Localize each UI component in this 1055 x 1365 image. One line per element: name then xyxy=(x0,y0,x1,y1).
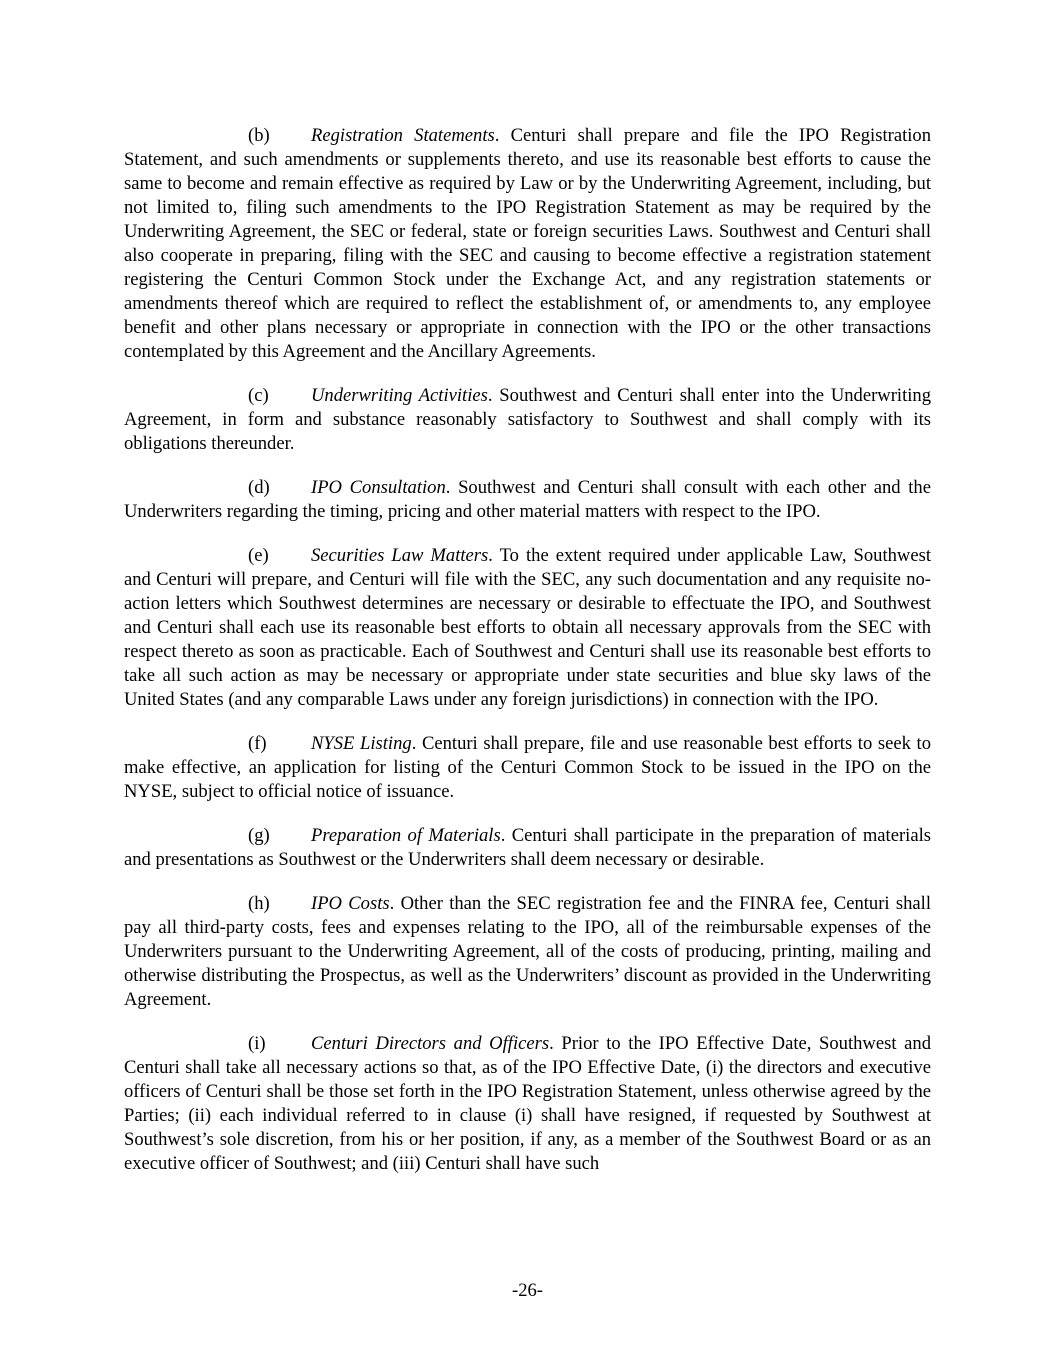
section-heading: NYSE Listing xyxy=(311,733,412,754)
section-heading: Registration Statements xyxy=(311,125,495,146)
section-text: . To the extent required under applicable Law, Southwest and Centuri will prepare, and Centuri will file with the SEC, any such documentation and any requisite no-action letters which Southwest determines are necessary or desirable to effectuate the IPO, and Southwest and Centuri shall each use its reasonable best efforts to obtain all necessary approvals from the SEC with respect thereto as soon as practicable. Each of Southwest and Centuri shall use its reasonable best efforts to take all such action as may be necessary or appropriate under state securities and blue sky laws of the United States (and any comparable Laws under any foreign jurisdictions) in connection with the IPO. xyxy=(124,545,931,710)
section-label: (i) xyxy=(248,1033,266,1054)
section-text: . Centuri shall prepare and file the IPO Registration Statement, and such amendments or supplements thereto, and use its reasonable best efforts to cause the same to become and remain effective as required by Law or by the Underwriting Agreement, including, but not limited to, filing such amendments to the IPO Registration Statement as may be required by the Underwriting Agreement, the SEC or federal, state or foreign securities Laws. Southwest and Centuri shall also cooperate in preparing, filing with the SEC and causing to become effective a registration statement registering the Centuri Common Stock under the Exchange Act, and any registration statements or amendments thereof which are required to reflect the establishment of, or amendments to, any employee benefit and other plans necessary or appropriate in connection with the IPO or the other transactions contemplated by this Agreement and the Ancillary Agreements. xyxy=(124,125,931,362)
section-label: (e) xyxy=(248,545,269,566)
section-text: . Other than the SEC registration fee and the FINRA fee, Centuri shall pay all third-party costs, fees and expenses relating to the IPO, all of the reimbursable expenses of the Underwriters pursuant to the Underwriting Agreement, all of the costs of producing, printing, mailing and otherwise distributing the Prospectus, as well as the Underwriters’ discount as provided in the Underwriting Agreement. xyxy=(124,893,931,1010)
section-f xyxy=(124,732,931,804)
section-e xyxy=(124,544,931,712)
section-text: . Centuri shall prepare, file and use reasonable best efforts to seek to make effective, an application for listing of the Centuri Common Stock to be issued in the IPO on the NYSE, subject to official notice of issuance. xyxy=(124,733,931,802)
section-text: . Centuri shall participate in the preparation of materials and presentations as Southwest or the Underwriters shall deem necessary or desirable. xyxy=(124,825,931,870)
section-text: . Southwest and Centuri shall enter into the Underwriting Agreement, in form and substance reasonably satisfactory to Southwest and shall comply with its obligations thereunder. xyxy=(124,385,932,454)
page-number: -26- xyxy=(512,1280,543,1301)
section-heading: Centuri Directors and Officers xyxy=(311,1033,550,1054)
section-label: (c) xyxy=(248,385,269,406)
document-body xyxy=(124,124,931,1196)
section-label: (f) xyxy=(248,733,267,754)
section-heading: Securities Law Matters xyxy=(311,545,489,566)
section-c xyxy=(124,384,931,456)
section-text: . Prior to the IPO Effective Date, Southwest and Centuri shall take all necessary actions so that, as of the IPO Effective Date, (i) the directors and executive officers of Centuri shall be those set forth in the IPO Registration Statement, unless otherwise agreed by the Parties; (ii) each individual referred to in clause (i) shall have resigned, if requested by Southwest at Southwest’s sole discretion, from his or her position, if any, as a member of the Southwest Board or as an executive officer of Southwest; and (iii) Centuri shall have such xyxy=(124,1033,931,1174)
section-d xyxy=(124,476,931,524)
section-label: (b) xyxy=(248,125,270,146)
section-label: (d) xyxy=(248,477,270,498)
section-heading: Preparation of Materials xyxy=(311,825,501,846)
section-b xyxy=(124,124,931,364)
section-i xyxy=(124,1032,931,1176)
section-g xyxy=(124,824,931,872)
section-heading: Underwriting Activities xyxy=(311,385,488,406)
section-h xyxy=(124,892,931,1012)
section-label: (h) xyxy=(248,893,270,914)
section-heading: IPO Consultation xyxy=(311,477,446,498)
section-heading: IPO Costs xyxy=(311,893,390,914)
section-text: . Southwest and Centuri shall consult with each other and the Underwriters regarding the timing, pricing and other material matters with respect to the IPO. xyxy=(124,477,931,522)
section-label: (g) xyxy=(248,825,270,846)
